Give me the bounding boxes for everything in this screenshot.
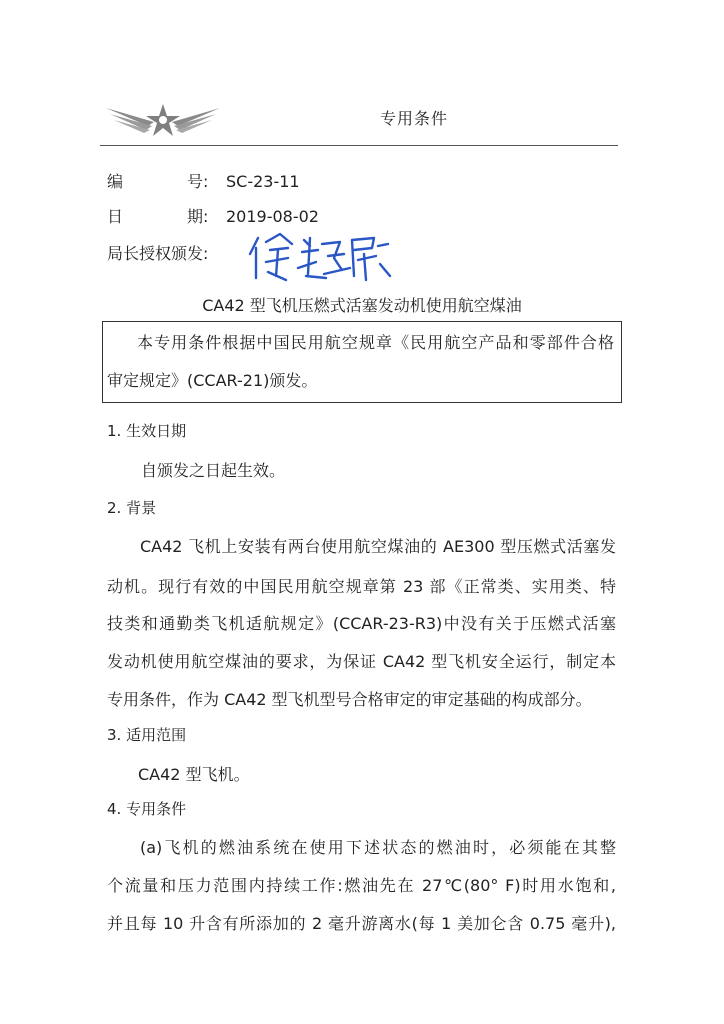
header-title: 专用条件 xyxy=(380,109,449,128)
section-3-heading: 3. 适用范围 xyxy=(107,726,187,744)
issuer-label: 局长授权颁发: xyxy=(107,244,209,263)
number-label: 编 号: xyxy=(107,172,209,191)
section-4-line-1: (a)飞机的燃油系统在使用下述状态的燃油时，必须能在其整 xyxy=(140,838,616,857)
notice-line-1: 本专用条件根据中国民用航空规章《民用航空产品和零部件合格 xyxy=(137,333,614,352)
section-2-line-5: 专用条件，作为 CA42 型飞机型号合格审定的审定基础的构成部分。 xyxy=(107,690,592,709)
date-value: 2019-08-02 xyxy=(226,207,319,226)
section-4-line-2: 个流量和压力范围内持续工作:燃油先在 27℃(80° F)时用水饱和, xyxy=(107,876,616,895)
section-2-line-4: 发动机使用航空煤油的要求，为保证 CA42 型飞机安全运行，制定本 xyxy=(107,652,616,671)
section-1-heading: 1. 生效日期 xyxy=(107,422,187,440)
section-4-line-3: 并且每 10 升含有所添加的 2 毫升游离水(每 1 美加仑含 0.75 毫升), xyxy=(107,914,616,933)
signature-image xyxy=(244,228,394,284)
section-2-heading: 2. 背景 xyxy=(107,499,157,517)
header-divider xyxy=(100,145,618,146)
date-label: 日 期: xyxy=(107,207,209,226)
caac-wings-logo-icon xyxy=(104,100,222,142)
section-2-line-2: 动机。现行有效的中国民用航空规章第 23 部《正常类、实用类、特 xyxy=(107,577,616,596)
number-value: SC-23-11 xyxy=(226,172,300,191)
document-title: CA42 型飞机压燃式活塞发动机使用航空煤油 xyxy=(202,296,522,315)
section-2-line-3: 技类和通勤类飞机适航规定》(CCAR-23-R3)中没有关于压燃式活塞 xyxy=(107,614,616,633)
notice-line-2: 审定规定》(CCAR-21)颁发。 xyxy=(107,371,318,390)
section-2-line-1: CA42 飞机上安装有两台使用航空煤油的 AE300 型压燃式活塞发 xyxy=(140,537,616,556)
section-3-body: CA42 型飞机。 xyxy=(138,765,250,784)
section-4-heading: 4. 专用条件 xyxy=(107,800,187,818)
section-1-body: 自颁发之日起生效。 xyxy=(141,461,286,480)
